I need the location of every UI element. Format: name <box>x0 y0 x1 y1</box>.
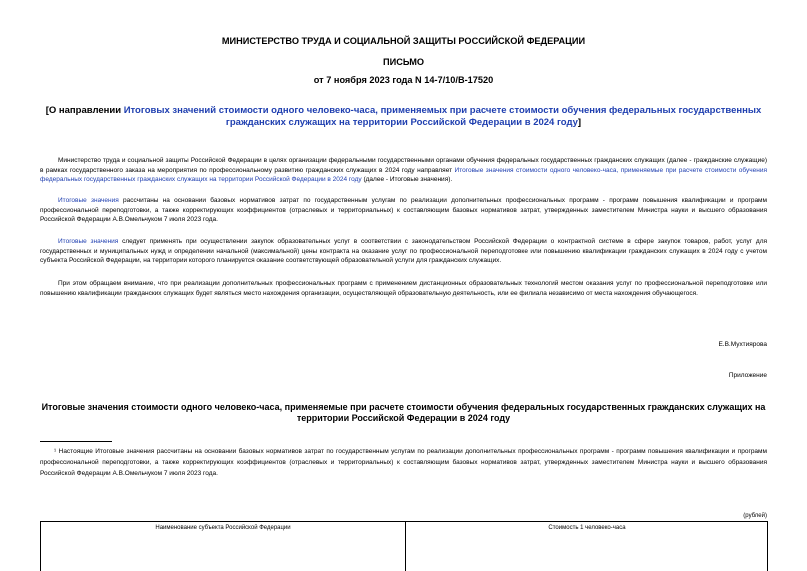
footnote-divider <box>40 441 112 442</box>
subject-link[interactable]: Итоговых значений стоимости одного человеко-часа, применяемых при расчете стоимости обучения федеральных государственных гражданских служащих на территории Российской Федерации в 2024 году <box>123 105 762 128</box>
paragraph-1-text: Министерство труда и социальной защиты Российской Федерации в целях организации федеральными государственными органами обучения федеральных государственных гражданских служащих (далее - гражданские служащие) в рамках государственного заказа на мероприятия по профессиональному развитию гражданских служащих в 2024 году направляет <box>40 157 767 174</box>
paragraph-1-link[interactable]: Итоговые значения стоимости одного человеко-часа, применяемые при расчете стоимости обучения федеральных государственных гражданских служащих на территории Российской Федерации в 2024 году <box>40 166 767 184</box>
table-header-cost: Стоимость 1 человеко-часа <box>548 525 626 531</box>
paragraph-4: При этом обращаем внимание, что при реализации дополнительных профессиональных программ с применением дистанционных образовательных технологий местом оказания услуг по профессиональной переподготовке или повышению квалификации гражданских служащих будет являться место нахождения организации, осуществляющей образовательную деятельность, или ее филиала независимо от места нахождения обучающегося. <box>40 280 767 297</box>
table-unit: (рублей) <box>743 513 767 519</box>
paragraph-1-text-end: (далее - Итоговые значения). <box>361 176 453 184</box>
document-date-number: от 7 ноября 2023 года N 14-7/10/В-17520 <box>313 75 494 85</box>
subject-suffix: ] <box>577 117 582 128</box>
paragraph-3 <box>40 237 767 266</box>
paragraph-3-link[interactable]: Итоговые значения <box>58 238 119 245</box>
appendix-title: Итоговые значения стоимости одного человеко-часа, применяемые при расчете стоимости обучения федеральных государственных гражданских служащих на территории Российской Федерации в 2024 году <box>41 402 766 423</box>
paragraph-3-text: следует применять при осуществлении закупок образовательных услуг в соответствии с законодательством Российской Федерации о контрактной системе в сфере закупок товаров, работ, услуг для государственных и муниципальных нужд и определении начальной (максимальной) цены контракта на оказание услуг по профессиональной переподготовке или повышению квалификации гражданских служащих в 2024 году с учетом субъекта Российской Федерации, на территории которого планируется оказание соответствующей образовательной услуги для гражданских служащих. <box>40 238 768 265</box>
values-table <box>40 521 768 571</box>
paragraph-2-text: рассчитаны на основании базовых нормативов затрат по государственным услугам по реализации дополнительных профессиональных программ - программ повышения квалификации и программ профессиональной переподготовки, а также корректирующих коэффициентов (отраслевых и территориальных) к составляющим базовых нормативов затрат, утвержденных заместителем Министра науки и высшего образования Российской Федерации А.В.Омельчуком 7 июля 2023 года. <box>40 197 767 224</box>
subject-prefix: [О направлении <box>45 105 124 116</box>
ministry-heading: МИНИСТЕРСТВО ТРУДА И СОЦИАЛЬНОЙ ЗАЩИТЫ РОССИЙСКОЙ ФЕДЕРАЦИИ <box>221 36 586 46</box>
document-subject <box>40 105 767 129</box>
footnote: ¹ Настоящие Итоговые значения рассчитаны на основании базовых нормативов затрат по государственным услугам по реализации дополнительных профессиональных программ - программ повышения квалификации и программ профессиональной переподготовки, а также корректирующих коэффициентов (отраслевых и территориальных) к составляющим базовых нормативов затрат, утвержденных заместителем Министра науки и высшего образования Российской Федерации А.В.Омельчуком 7 июля 2023 года. <box>40 448 767 477</box>
paragraph-2 <box>40 196 767 225</box>
table-header-region: Наименование субъекта Российской Федерации <box>155 525 291 531</box>
document-type: ПИСЬМО <box>382 57 425 67</box>
paragraph-1 <box>40 156 767 185</box>
signature: Е.В.Мухтиярова <box>718 341 767 348</box>
appendix-label: Приложение <box>728 372 767 379</box>
paragraph-2-link[interactable]: Итоговые значения <box>58 197 119 204</box>
